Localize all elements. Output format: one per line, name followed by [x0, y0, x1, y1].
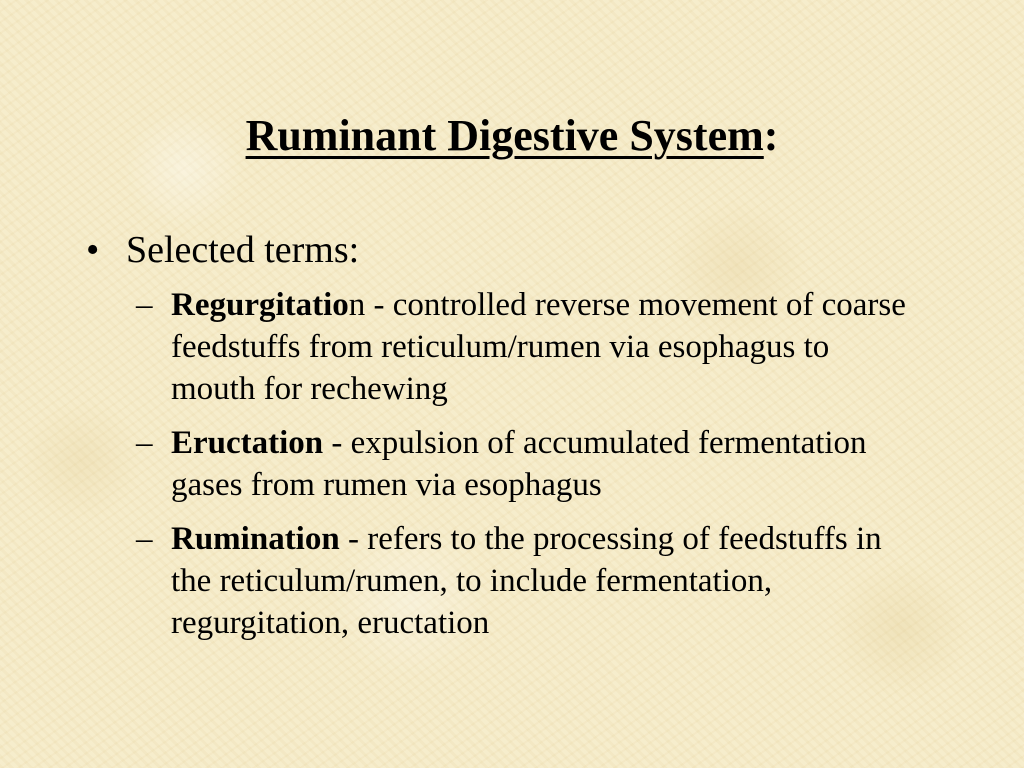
term-name: Eructation	[171, 425, 324, 461]
term-body	[171, 518, 911, 644]
bullet-dot-icon: •	[86, 229, 100, 271]
term-definition: - refers to the processing of feedstuffs in the reticulum/rumen, to include fermentation, regurgitation, eructation	[171, 521, 882, 641]
dash-icon: –	[136, 521, 153, 557]
term-item-rumination	[0, 518, 1024, 644]
term-body	[171, 422, 911, 506]
term-list	[0, 284, 1024, 656]
term-definition: - expulsion of accumulated fermentation gases from rumen via esophagus	[171, 425, 867, 503]
term-body	[171, 284, 911, 410]
slide-title	[0, 108, 1024, 164]
term-name-tail: n	[348, 287, 366, 323]
term-item-regurgitation	[0, 284, 1024, 410]
slide-title-text: Ruminant Digestive System	[245, 111, 764, 160]
term-name: Rumination	[171, 521, 340, 557]
slide-title-colon: :	[763, 111, 779, 160]
dash-icon: –	[136, 425, 153, 461]
term-name: Regurgitatio	[171, 287, 349, 323]
term-definition: - controlled reverse movement of coarse feedstuffs from reticulum/rumen via esophagus to mouth for rechewing	[171, 287, 906, 407]
bullet-text: Selected terms:	[126, 229, 360, 271]
dash-icon: –	[136, 287, 153, 323]
term-item-eructation	[0, 422, 1024, 506]
